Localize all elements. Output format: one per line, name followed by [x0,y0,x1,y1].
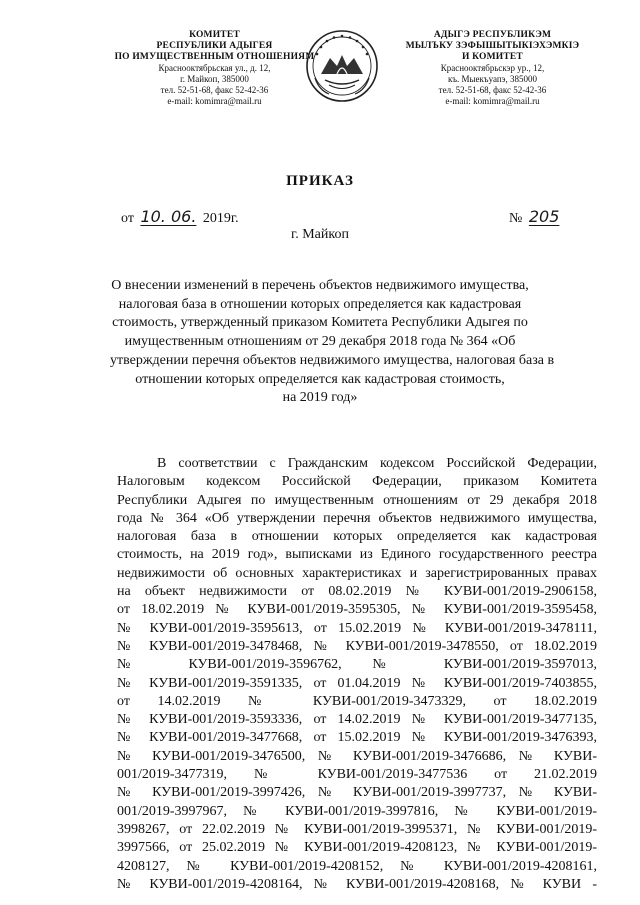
number-prefix: № [509,211,523,226]
org-name-line: РЕСПУБЛИКИ АДЫГЕЯ [156,41,273,51]
phone-line: тел. 52-51-68, факс 52-42-36 [160,85,269,95]
body-line: № КУВИ-001/2019-3478468, № КУВИ-001/2019-3478550, от 18.02.2019 [117,638,597,654]
body-line: 001/2019-3997967, № КУВИ-001/2019-3997816, № КУВИ-001/2019- [117,803,597,819]
address-line: Краснооктябрьскэр ур., 12, [440,63,545,73]
body-line: № КУВИ-001/2019-3596762, № КУВИ-001/2019-3597013, [117,657,597,673]
org-name-line: КОМИТЕТ [189,30,240,40]
org-name-line: МЫЛЪКУ ЗЭФЫШЫТЫКІЭХЭМКІЭ [405,41,580,51]
header-left [112,30,317,107]
body-line: № КУВИ-001/2019-3477668, от 15.02.2019 № КУВИ-001/2019-3476393, [117,730,597,746]
org-name-line: И КОМИТЕТ [462,52,523,62]
body-line: В соответствии с Гражданским кодексом Российской Федерации, [157,456,597,471]
date-year: 2019г. [202,211,239,226]
document-body [117,455,597,894]
body-line: № КУВИ-001/2019-3593336, от 14.02.2019 № КУВИ-001/2019-3477135, [117,712,597,728]
body-line: 3998267, от 22.02.2019 № КУВИ-001/2019-3995371, № КУВИ-001/2019- [117,821,597,837]
body-line: Налоговым кодексом Российской Федерации, приказом Комитета [117,474,597,490]
subject-line: имущественным отношениям от 29 декабря 2018 года № 364 «Об [124,334,516,350]
body-line: года № 364 «Об утверждении перечня объектов недвижимого имущества, [117,510,597,526]
body-line: недвижимости об основных характеристиках и зарегистрированных правах [117,565,597,581]
handwritten-number: 205 [528,207,560,226]
subject-line: налоговая база в отношении которых определяется как кадастровая [118,296,522,312]
body-line: от 18.02.2019 № КУВИ-001/2019-3595305, № КУВИ-001/2019-3595458, [117,602,597,618]
handwritten-date: 10. 06. [140,207,197,226]
body-line: от 14.02.2019 № КУВИ-001/2019-3473329, от 18.02.2019 [117,693,597,709]
org-name-line: АДЫГЭ РЕСПУБЛИКЭМ [433,30,552,40]
document-subject [110,277,555,408]
body-line: налоговая база в отношении которых определяется как кадастровая [117,529,597,545]
address-line: г. Майкоп, 385000 [180,74,249,84]
email-line: e-mail: komimra@mail.ru [167,96,262,106]
body-line: 4208127, № КУВИ-001/2019-4208152, № КУВИ-001/2019-4208161, [117,858,597,874]
body-line: 001/2019-3477319, № КУВИ-001/2019-3477536 от 21.02.2019 [117,767,597,783]
body-line: № КУВИ-001/2019-3476500, № КУВИ-001/2019-3476686, № КУВИ- [117,748,597,764]
body-line: Республики Адыгея по имущественным отношениям от 29 декабря 2018 [117,492,597,508]
document-number [509,207,562,227]
subject-line: на 2019 год» [282,390,358,406]
date-prefix: от [121,211,134,226]
body-line: стоимость, на 2019 год», выписками из Единого государственного реестра [117,547,597,563]
subject-line: утверждении перечня объектов недвижимого имущества, налоговая база в [110,352,555,368]
coat-of-arms-emblem [303,28,381,104]
body-line: 3997566, от 25.02.2019 № КУВИ-001/2019-4208123, № КУВИ-001/2019- [117,840,597,856]
subject-line: О внесении изменений в перечень объектов недвижимого имущества, [111,278,529,293]
body-line: № КУВИ-001/2019-3997426, № КУВИ-001/2019-3997737, № КУВИ- [117,785,597,801]
phone-line: тел. 52-51-68, факс 52-42-36 [438,85,547,95]
document-date [121,207,239,227]
body-line: № КУВИ-001/2019-3595613, от 15.02.2019 № КУВИ-001/2019-3478111, [117,620,597,636]
body-line: № КУВИ-001/2019-4208164, № КУВИ-001/2019-4208168, № КУВИ - [117,876,597,892]
document-title: ПРИКАЗ [286,173,354,189]
subject-line: стоимость, утвержденный приказом Комитета Республики Адыгея по [112,315,528,331]
document-city: г. Майкоп [291,227,349,242]
email-line: e-mail: komimra@mail.ru [445,96,540,106]
emblem-icon [303,28,381,104]
body-line: на объект недвижимости от 08.02.2019 № КУВИ-001/2019-2906158, [117,584,597,600]
body-line: № КУВИ-001/2019-3591335, от 01.04.2019 № КУВИ-001/2019-7403855, [117,675,597,691]
address-line: къ. Мыекъуапэ, 385000 [447,74,538,84]
subject-line: отношении которых определяется как кадастровая стоимость, [135,371,505,387]
header-right [390,30,595,107]
address-line: Краснооктябрьская ул., д. 12, [158,63,271,73]
org-name-line: ПО ИМУЩЕСТВЕННЫМ ОТНОШЕНИЯМ [114,52,315,62]
